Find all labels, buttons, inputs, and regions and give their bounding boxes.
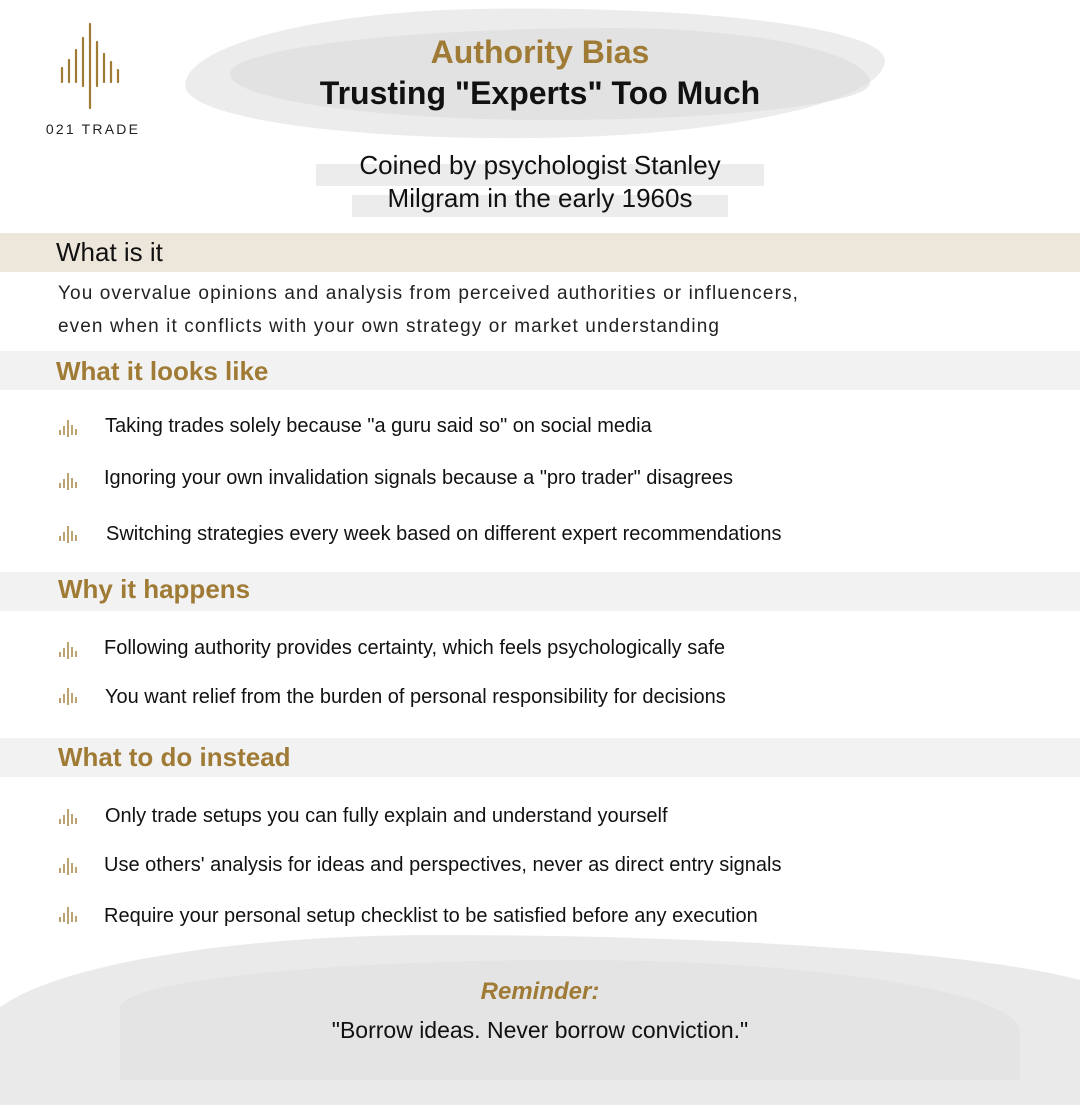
coined-line-1: Coined by psychologist Stanley <box>359 150 721 180</box>
list-item <box>58 905 80 930</box>
section-band-looks-like <box>0 351 1080 390</box>
list-item <box>58 807 80 832</box>
section-band-why <box>0 572 1080 611</box>
bar-chart-bullet-icon <box>58 807 80 827</box>
bar-chart-bullet-icon <box>58 905 80 925</box>
brand-name: 021 TRADE <box>45 121 141 137</box>
reminder-label: Reminder: <box>480 978 600 1005</box>
why-item-1: Following authority provides certainty, which feels psychologically safe <box>104 637 726 659</box>
list-item <box>58 686 80 711</box>
list-item <box>58 418 80 443</box>
section-heading-what-is-it: What is it <box>56 237 163 267</box>
bar-chart-bullet-icon <box>58 418 80 438</box>
page-subtitle: Trusting "Experts" Too Much <box>319 75 761 111</box>
section-heading-instead: What to do instead <box>58 742 291 772</box>
list-item <box>58 640 80 665</box>
instead-item-1: Only trade setups you can fully explain and understand yourself <box>105 805 668 827</box>
section-heading-why: Why it happens <box>58 574 251 604</box>
bar-chart-bullet-icon <box>58 856 80 876</box>
coined-line-2: Milgram in the early 1960s <box>387 183 693 213</box>
bar-chart-bullet-icon <box>58 471 80 491</box>
instead-item-2: Use others' analysis for ideas and perspectives, never as direct entry signals <box>104 854 782 876</box>
looks-like-item-1: Taking trades solely because "a guru said so" on social media <box>105 415 652 437</box>
page-title: Authority Bias <box>430 34 650 70</box>
bar-chart-bullet-icon <box>58 686 80 706</box>
looks-like-item-3: Switching strategies every week based on different expert recommendations <box>106 523 782 545</box>
definition-line-2: even when it conflicts with your own strategy or market understanding <box>58 316 721 337</box>
looks-like-item-2: Ignoring your own invalidation signals because a "pro trader" disagrees <box>104 467 734 489</box>
why-item-2: You want relief from the burden of personal responsibility for decisions <box>105 686 726 708</box>
bar-chart-bullet-icon <box>58 640 80 660</box>
section-band-what-is-it <box>0 233 1080 272</box>
list-item <box>58 471 80 496</box>
bar-chart-bullet-icon <box>58 524 80 544</box>
instead-item-3: Require your personal setup checklist to be satisfied before any execution <box>104 905 758 927</box>
reminder-quote: "Borrow ideas. Never borrow conviction." <box>331 1017 749 1043</box>
section-band-instead <box>0 738 1080 777</box>
list-item <box>58 856 80 881</box>
definition-line-1: You overvalue opinions and analysis from perceived authorities or influencers, <box>58 283 799 304</box>
list-item <box>58 524 80 549</box>
section-heading-looks-like: What it looks like <box>56 356 269 386</box>
